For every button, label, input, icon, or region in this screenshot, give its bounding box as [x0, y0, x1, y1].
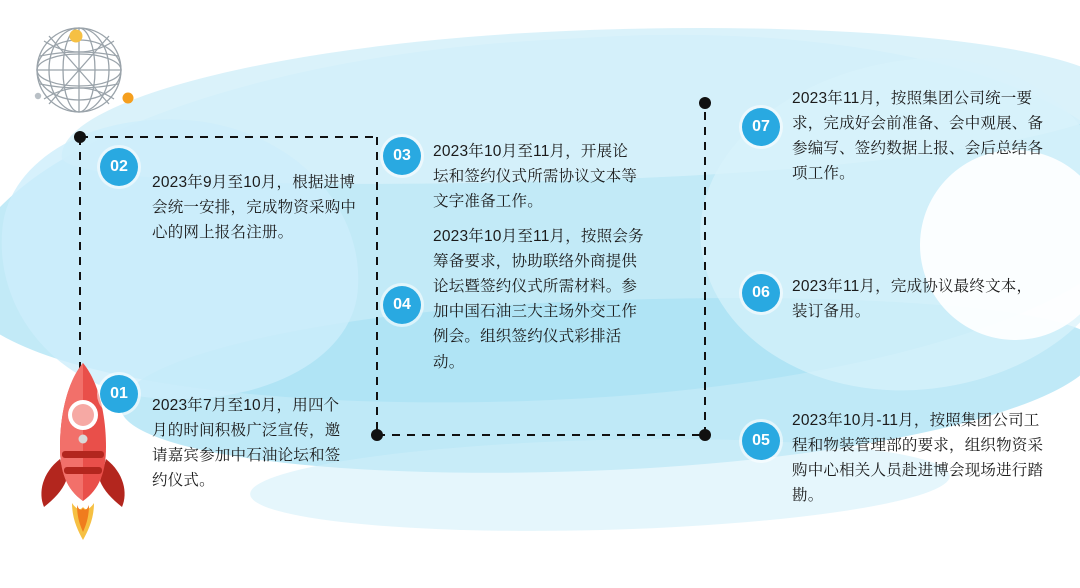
line-dot-end [699, 97, 711, 109]
node-badge-01: 01 [100, 375, 138, 413]
timeline-node-03[interactable] [383, 137, 638, 214]
node-badge-02: 02 [100, 148, 138, 186]
node-text-07: 2023年11月，按照集团公司统一要求，完成好会前准备、会中观展、备参编写、签约数据上报、会后总结各项工作。 [792, 90, 1044, 183]
timeline-node-05[interactable] [742, 412, 1050, 508]
node-badge-05: 05 [742, 422, 780, 460]
node-badge-07: 07 [742, 108, 780, 146]
node-badge-03: 03 [383, 137, 421, 175]
line-dot-start [74, 131, 86, 143]
timeline-node-01[interactable] [100, 375, 352, 493]
line-dot-mid [371, 429, 383, 441]
globe-icon [14, 8, 144, 128]
node-text-02: 2023年9月至10月，根据进博会统一安排，完成物资采购中心的网上报名注册。 [152, 174, 357, 242]
node-text-01: 2023年7月至10月，用四个月的时间积极广泛宣传，邀请嘉宾参加中石油论坛和签约仪式。 [152, 397, 341, 490]
timeline-node-07[interactable] [742, 90, 1050, 186]
node-text-03: 2023年10月至11月，开展论坛和签约仪式所需协议文本等文字准备工作。 [433, 143, 638, 211]
node-text-06: 2023年11月，完成协议最终文本，装订备用。 [792, 278, 1033, 321]
node-text-04: 2023年10月至11月，按照会务筹备要求，协助联络外商提供论坛暨签约仪式所需材料。参加中国石油三大主场外交工作例会。组织签约仪式彩排活动。 [433, 228, 644, 371]
timeline-node-02[interactable] [100, 148, 364, 245]
timeline-node-04[interactable] [383, 228, 648, 375]
node-badge-04: 04 [383, 286, 421, 324]
node-text-05: 2023年10月-11月，按照集团公司工程和物装管理部的要求，组织物资采购中心相关人员赴进博会现场进行踏勘。 [792, 412, 1044, 505]
line-dot-corner [699, 429, 711, 441]
timeline-node-06[interactable] [742, 274, 1042, 324]
node-badge-06: 06 [742, 274, 780, 312]
